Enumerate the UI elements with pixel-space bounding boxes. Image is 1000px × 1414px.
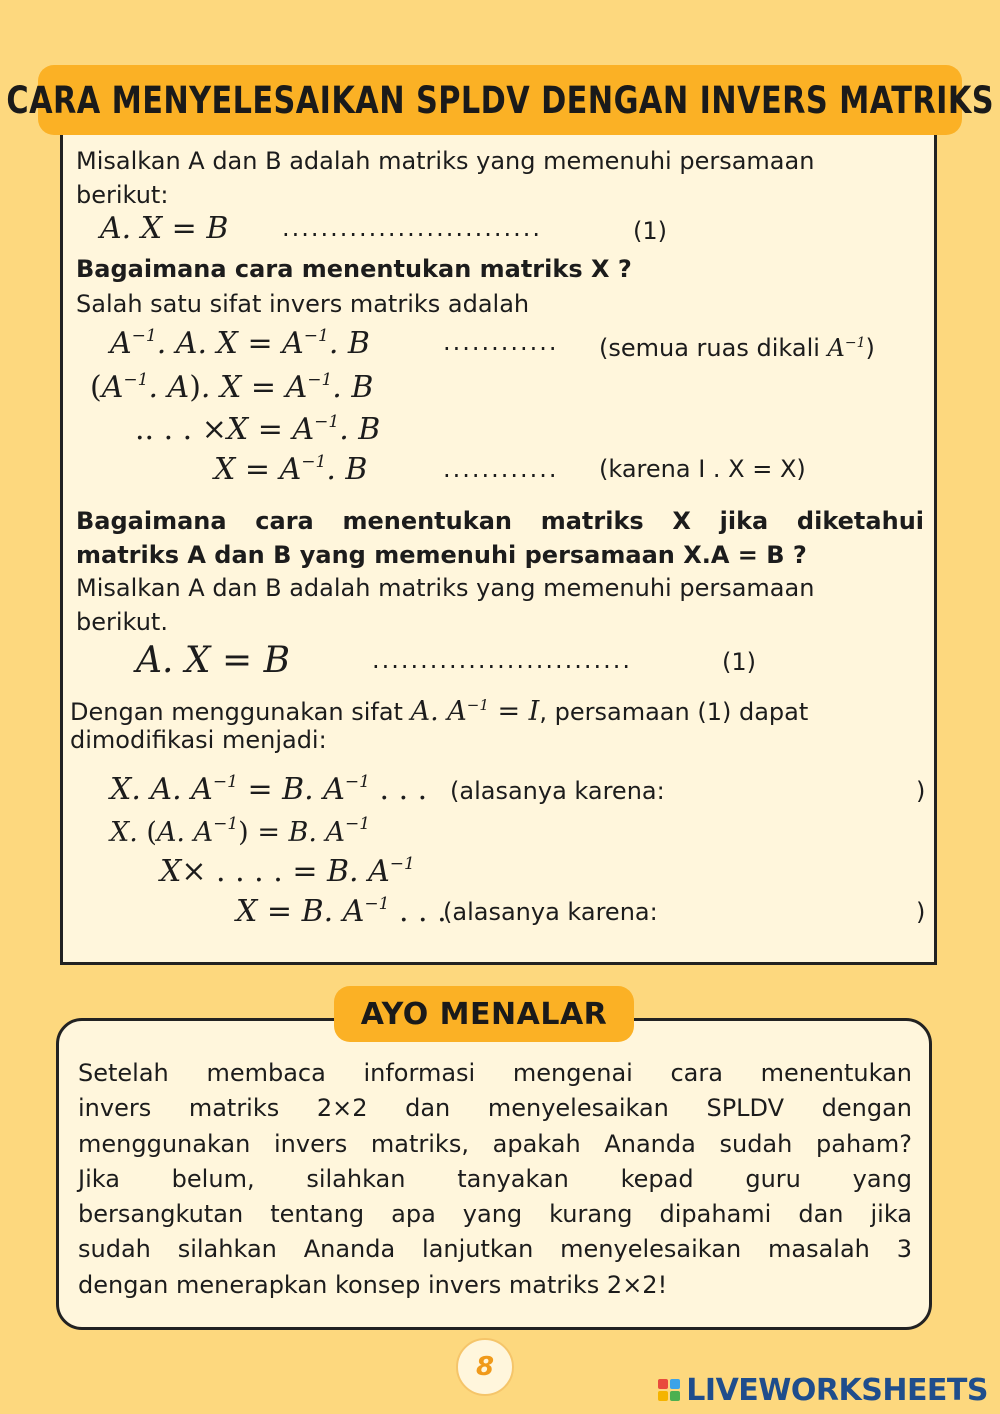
using-property-text: Dengan menggunakan sifat A. $A^{-1} = I$, persamaan (1) dapat	[70, 696, 809, 727]
reasoning-text	[78, 1056, 912, 1303]
intro-text-2: Misalkan A dan B adalah matriks yang memenuhi persamaan	[76, 574, 815, 602]
step-1-dots: ............	[443, 328, 559, 356]
property-text: Salah satu sifat invers matriks adalah	[76, 290, 530, 318]
reasoning-label: AYO MENALAR	[334, 986, 634, 1042]
title-banner	[6, 65, 994, 135]
reasoning-line: sudah silahkan Ananda lanjutkan menyelesaikan masalah 3	[78, 1235, 912, 1264]
reasoning-line: bersangkutan tentang apa yang kurang dipahami dan jika	[78, 1200, 912, 1229]
reasoning-line: Setelah membaca informasi mengenai cara menentukan	[78, 1059, 912, 1087]
equation-ax-b-2: A. X = B	[136, 640, 291, 681]
page-number: 8	[456, 1338, 514, 1396]
step-2-equation: ($A^{-1}$. A). $X = A^{-1}$. B	[90, 370, 374, 405]
step-8-equation: X = B. $A^{-1}$ . . .	[236, 894, 447, 929]
reason-1-close: )	[916, 777, 926, 805]
intro-text-cont: berikut:	[76, 181, 169, 209]
question-heading-2: Bagaimana cara menentukan matriks X jika diketahui	[76, 507, 924, 535]
equation-number: (1)	[633, 217, 667, 245]
step-4-dots: ............	[443, 455, 559, 483]
brand-text: LIVEWORKSHEETS	[686, 1372, 988, 1408]
reasoning-line: menggunakan invers matriks, apakah Ananda sudah paham?	[78, 1129, 912, 1158]
question-heading-2-cont: matriks A dan B yang memenuhi persamaan X.A = B ?	[76, 541, 807, 569]
step-7-equation: X× . . . . = B. $A^{-1}$	[160, 854, 415, 889]
reasoning-line: dengan menerapkan konsep invers matriks 2×2!	[78, 1270, 668, 1299]
step-1-note: (semua ruas dikali $A^{-1}$)	[599, 334, 875, 362]
step-6-equation: X. (A. $A^{-1}) = B$. $A^{-1}$	[110, 814, 371, 848]
liveworksheets-logo-icon	[658, 1379, 680, 1401]
reason-2-close: )	[916, 898, 926, 926]
reasoning-line: invers matriks 2×2 dan menyelesaikan SPLDV dengan	[78, 1094, 912, 1123]
step-1-equation: $A^{-1}$. A. $X = A^{-1}$. B	[110, 326, 370, 361]
equation-2-dots: ...........................	[372, 646, 632, 674]
reason-2-text: (alasanya karena:	[443, 898, 658, 926]
equation-2-number: (1)	[722, 648, 756, 676]
equation-ax-b: A. X = B	[100, 211, 229, 246]
equation-dots: ...........................	[282, 214, 542, 242]
reason-1-text: (alasanya karena:	[450, 777, 665, 805]
intro-text-2-cont: berikut.	[76, 608, 168, 636]
question-heading: Bagaimana cara menentukan matriks X ?	[76, 255, 632, 283]
step-3-equation: .. . . $\times X = A^{-1}$. B	[135, 412, 381, 447]
liveworksheets-brand[interactable]	[658, 1372, 988, 1408]
step-4-note: (karena I . X = X)	[599, 455, 806, 483]
step-4-equation: $X = A^{-1}$. B	[214, 452, 368, 487]
intro-text: Misalkan A dan B adalah matriks yang memenuhi persamaan	[76, 147, 815, 175]
reasoning-line: Jika belum, silahkan tanyakan kepad guru yang	[78, 1164, 912, 1193]
using-property-cont: dimodifikasi menjadi:	[70, 726, 327, 754]
page-title: CARA MENYELESAIKAN SPLDV DENGAN INVERS MATRIKS	[6, 78, 994, 122]
step-5-equation: X. A. $A^{-1} = B$. $A^{-1}$ . . .	[110, 772, 428, 807]
